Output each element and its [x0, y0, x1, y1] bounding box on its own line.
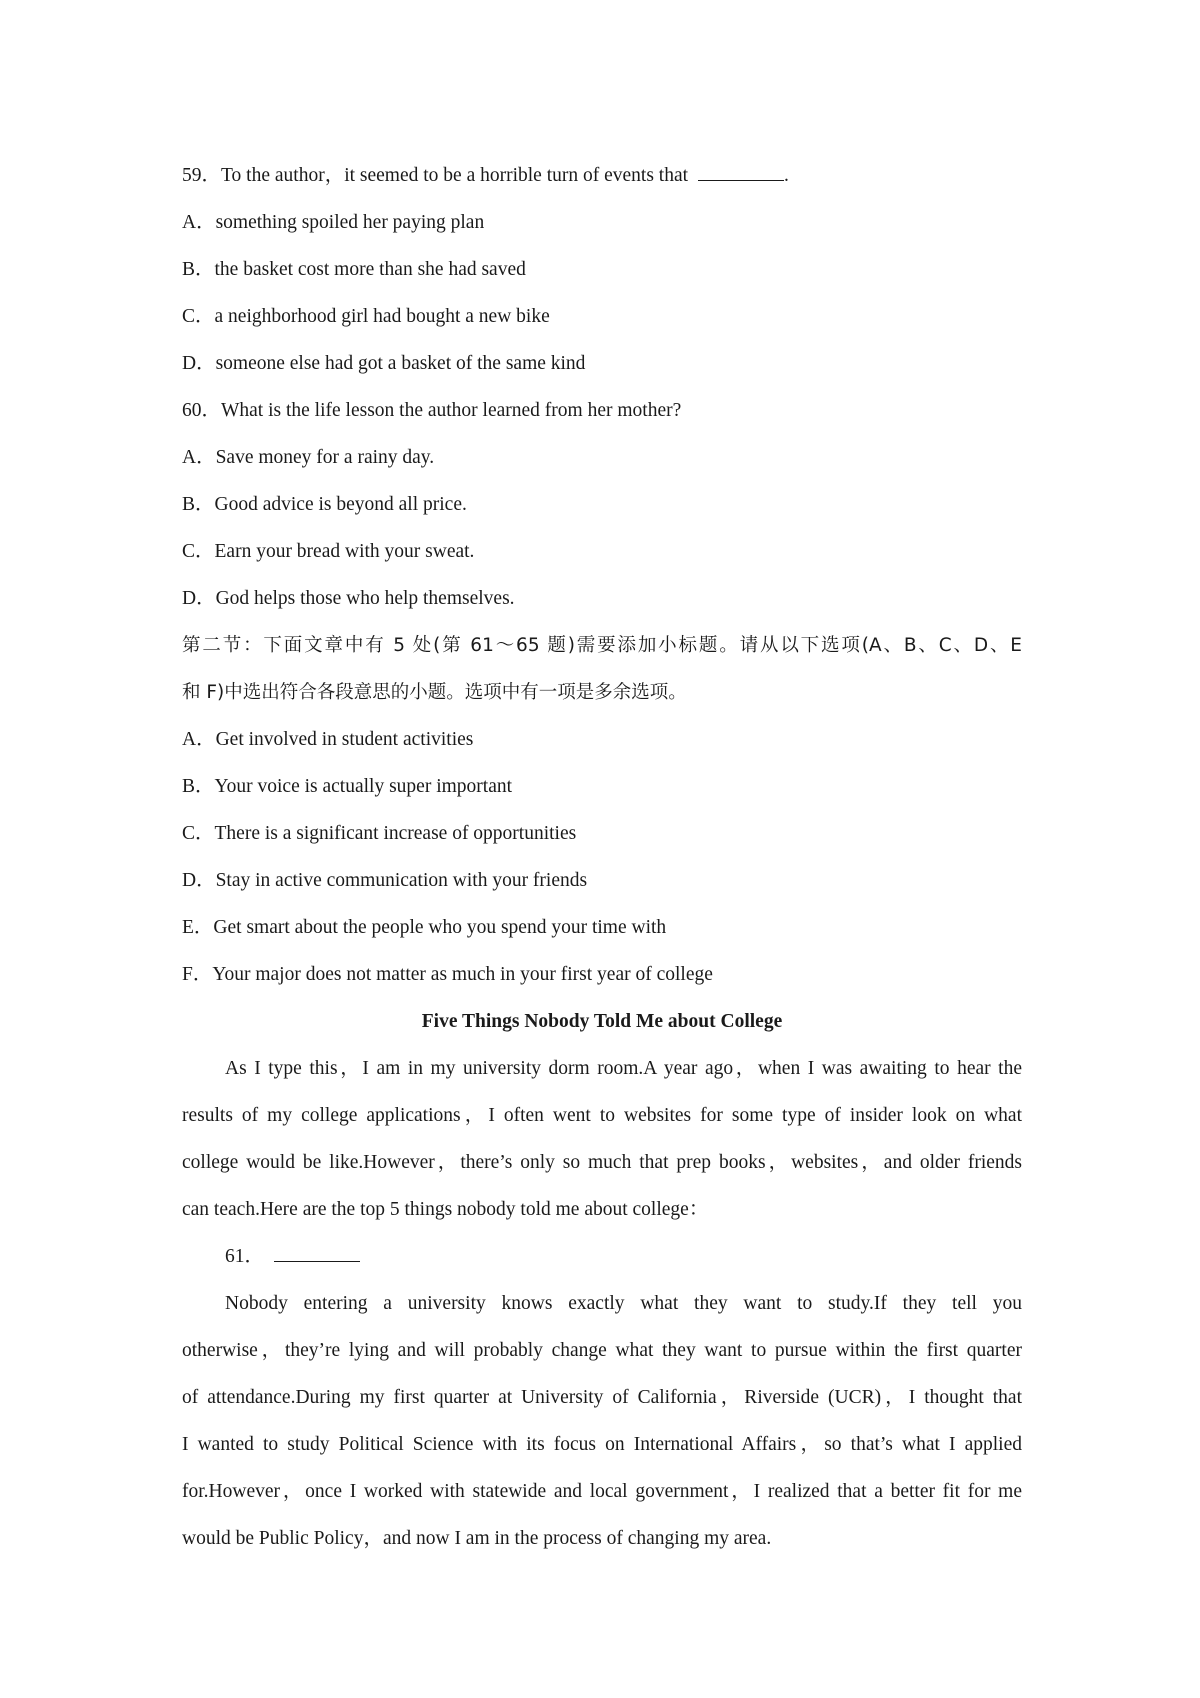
- p61-line-1: Nobody entering a university knows exactly what they want to study.If they tell you: [225, 1293, 1022, 1314]
- section2-instruction-line-1: 第二节：下面文章中有 5 处(第 61～65 题)需要添加小标题。请从以下选项(A、B、C、D、E: [182, 635, 1022, 656]
- heading-option-f: F．Your major does not matter as much in your first year of college: [182, 964, 713, 985]
- p61-line-5: for.However，once I worked with statewide and local government，I realized that a better fit for me: [182, 1481, 1022, 1502]
- p61-line-2: otherwise，they’re lying and will probably change what they want to pursue within the first quarter: [182, 1340, 1022, 1361]
- heading-option-d: D．Stay in active communication with your friends: [182, 870, 588, 891]
- q61-label: 61．: [225, 1246, 265, 1267]
- q60-option-b: B．Good advice is beyond all price.: [182, 494, 467, 515]
- q59-option-c: C．a neighborhood girl had bought a new bike: [182, 306, 550, 327]
- q59-option-b: B．the basket cost more than she had saved: [182, 259, 526, 280]
- q61-blank: [274, 1242, 360, 1263]
- intro-line-3: college would be like.However，there’s only so much that prep books，websites，and older friends: [182, 1152, 1022, 1173]
- q59-stem: [182, 158, 1022, 205]
- p61-line-3: of attendance.During my first quarter at University of California，Riverside (UCR)，I thought that: [182, 1387, 1022, 1408]
- q60-stem: 60．What is the life lesson the author learned from her mother?: [182, 400, 682, 421]
- intro-line-1: As I type this，I am in my university dorm room.A year ago，when I was awaiting to hear the: [225, 1058, 1022, 1079]
- section2-instruction-line-2: 和 F)中选出符合各段意思的小题。选项中有一项是多余选项。: [182, 682, 687, 703]
- intro-line-2: results of my college applications，I often went to websites for some type of insider look on what: [182, 1105, 1022, 1126]
- answer-blank: [698, 161, 784, 182]
- q60-option-d: D．God helps those who help themselves.: [182, 588, 515, 609]
- q59-option-a: A．something spoiled her paying plan: [182, 212, 485, 233]
- q59-end: .: [784, 165, 789, 186]
- q59-stem-text: 59．To the author，it seemed to be a horrible turn of events that: [182, 165, 689, 186]
- intro-line-4: can teach.Here are the top 5 things nobody told me about college：: [182, 1199, 709, 1220]
- p61-line-6: would be Public Policy，and now I am in the process of changing my area.: [182, 1528, 772, 1549]
- q59-option-d: D．someone else had got a basket of the same kind: [182, 353, 586, 374]
- q60-option-c: C．Earn your bread with your sweat.: [182, 541, 475, 562]
- heading-option-a: A．Get involved in student activities: [182, 729, 474, 750]
- heading-option-b: B．Your voice is actually super important: [182, 776, 513, 797]
- q60-option-a: A．Save money for a rainy day.: [182, 447, 435, 468]
- heading-option-c: C．There is a significant increase of opportunities: [182, 823, 577, 844]
- p61-line-4: I wanted to study Political Science with its focus on International Affairs，so that’s what I applied: [182, 1434, 1022, 1455]
- page-content: [182, 158, 1022, 1568]
- heading-option-e: E．Get smart about the people who you spend your time with: [182, 917, 667, 938]
- q61-heading: [182, 1239, 1022, 1286]
- article-title: Five Things Nobody Told Me about College: [421, 1011, 783, 1032]
